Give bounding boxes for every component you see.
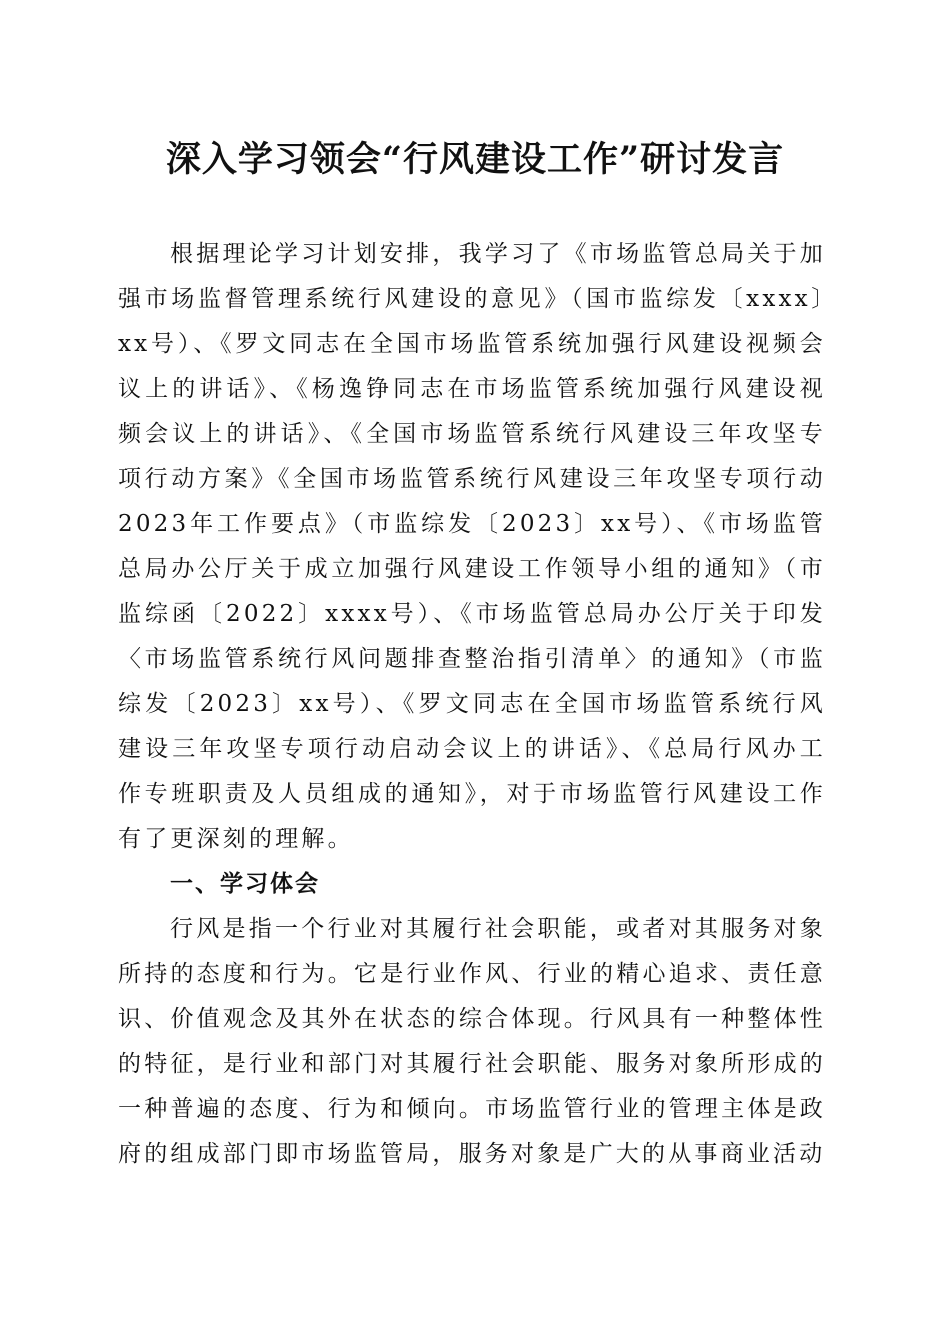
document-title: 深入学习领会“行风建设工作”研讨发言 <box>165 139 785 180</box>
intro-paragraph: 根据理论学习计划安排，我学习了《市场监管总局关于加强市场监督管理系统行风建设的意见》（国市监综发〔xxxx〕xx号）、《罗文同志在全国市场监管系统加强行风建设视频会议上的讲话》、《杨逸铮同志在市场监管系统加强行风建设视频会议上的讲话》、《全国市场监管系统行风建设三年攻坚专项行动方案》《全国市场监管系统行风建设三年攻坚专项行动2023年工作要点》（市监综发〔2023〕xx号）、《市场监管总局办公厅关于成立加强行风建设工作领导小组的通知》（市监综函〔2022〕xxxx号）、《市场监管总局办公厅关于印发〈市场监管系统行风问题排查整治指引清单〉的通知》（市监综发〔2023〕xx号）、《罗文同志在全国市场监管系统行风建设三年攻坚专项行动启动会议上的讲话》、《总局行风办工作专班职责及人员组成的通知》，对于市场监管行风建设工作有了更深刻的理解。 <box>118 241 826 852</box>
section-paragraph: 行风是指一个行业对其履行社会职能，或者对其服务对象所持的态度和行为。它是行业作风、行业的精心追求、责任意识、价值观念及其外在状态的综合体现。行风具有一种整体性的特征，是行业和部门对其履行社会职能、服务对象所形成的一种普遍的态度、行为和倾向。市场监管行业的管理主体是政府的组成部门即市场监管局，服务对象是广大的从事商业活动 <box>118 916 826 1167</box>
document-body <box>118 232 826 1177</box>
section-heading: 一、学习体会 <box>170 871 320 897</box>
